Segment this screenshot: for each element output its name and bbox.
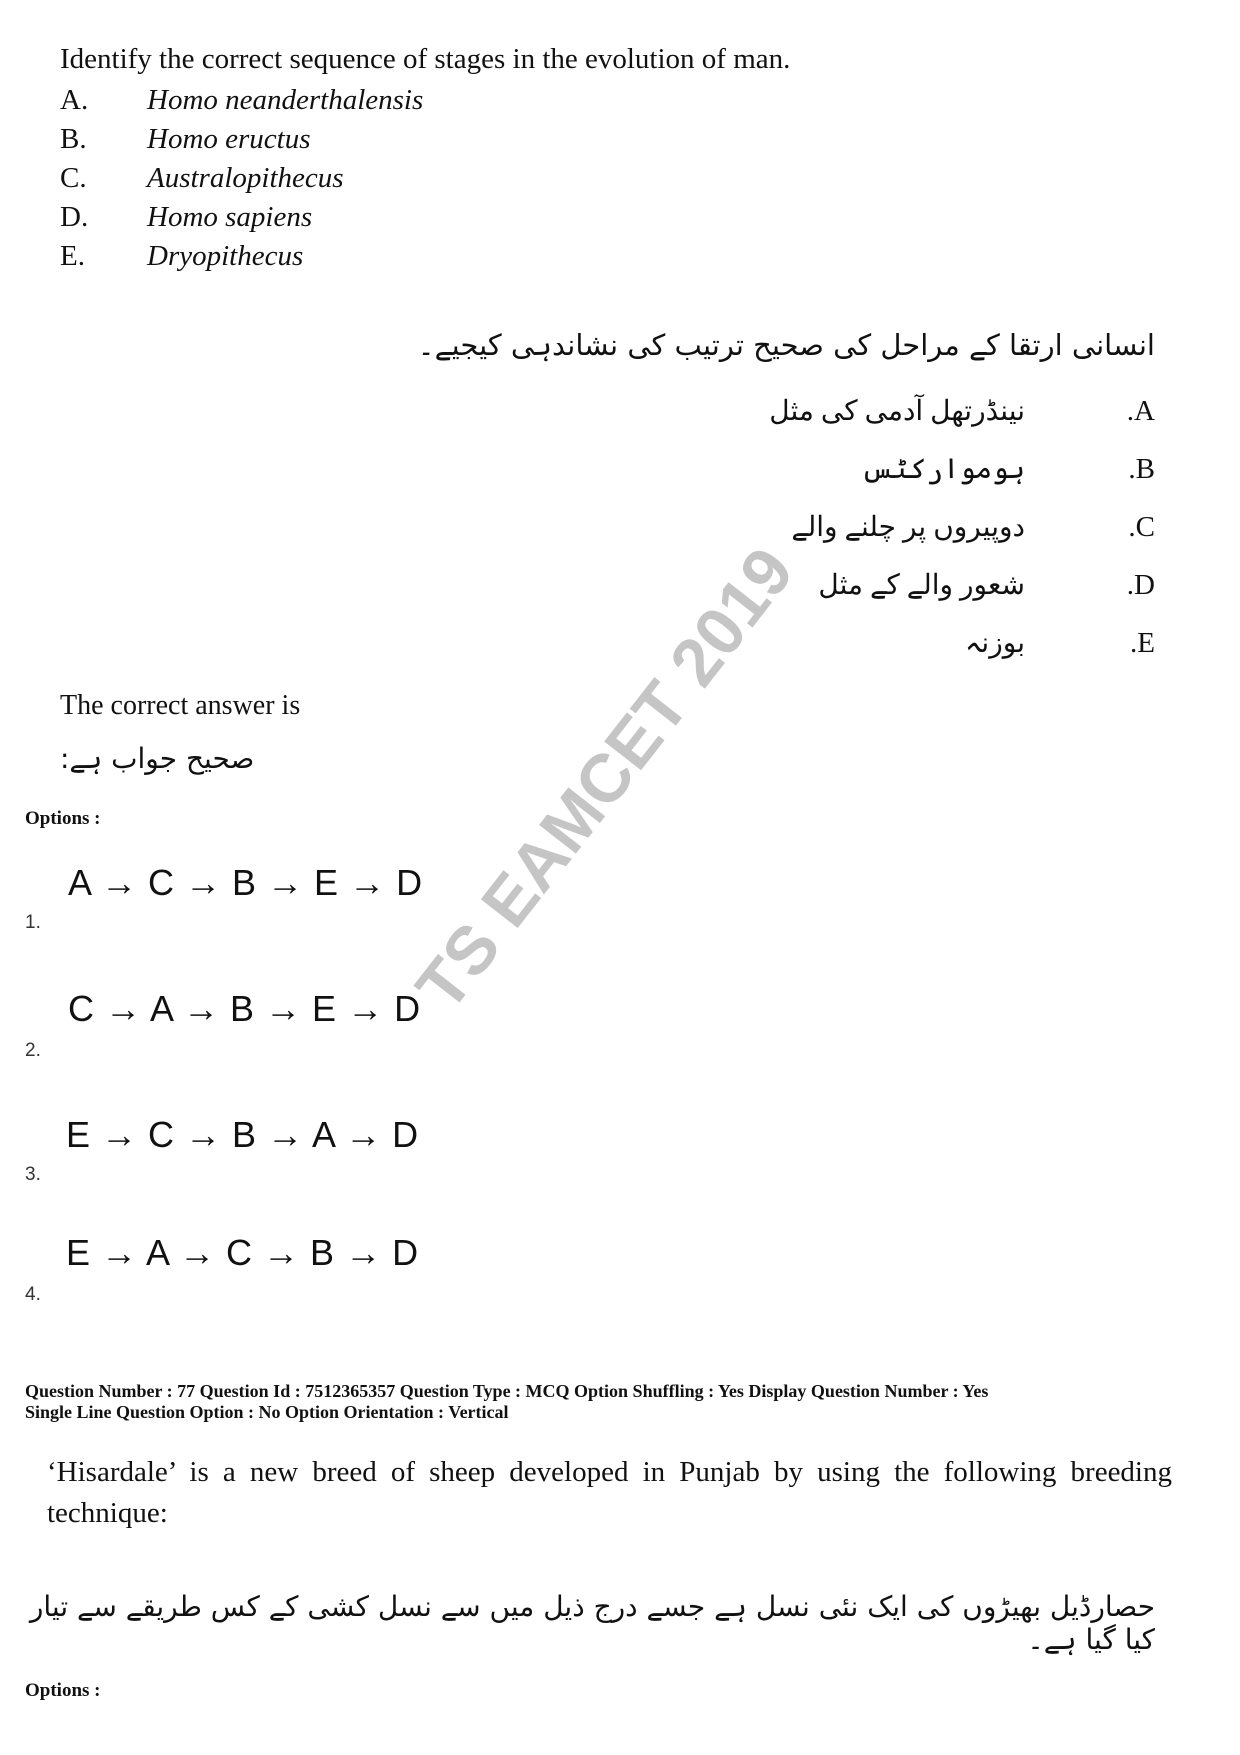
urdu-item-a: .A نینڈرتھل آدمی کی مثل <box>769 394 1155 427</box>
options-label-2: Options : <box>25 1680 101 1701</box>
watermark: TS EAMCET 2019 <box>401 533 809 1025</box>
metadata-line-1: Question Number : 77 Question Id : 7512365357 Question Type : MCQ Option Shuffling : Yes Display Question Number : Yes <box>25 1381 989 1401</box>
metadata-line-2: Single Line Question Option : No Option Orientation : Vertical <box>25 1402 509 1422</box>
item-c: C. Australopithecus <box>60 162 344 194</box>
question-2-urdu-text: حصارڈیل بھیڑوں کی ایک نئی نسل ہے جسے درج ذیل میں سے نسل کشی کے کس طریقے سے تیار کیا گیا ہے۔ <box>29 1590 1155 1656</box>
urdu-item-b: .B ہوموارکٹس <box>860 452 1155 485</box>
item-e: E. Dryopithecus <box>60 240 304 272</box>
urdu-item-c: .C دوپیروں پر چلنے والے <box>791 510 1155 543</box>
urdu-item-e: .E بوزنہ <box>965 626 1155 659</box>
question-1-items <box>60 84 423 279</box>
item-a: A. Homo neanderthalensis <box>60 84 424 116</box>
item-d: D. Homo sapiens <box>60 201 313 233</box>
question-1-urdu-text: انسانی ارتقا کے مراحل کی صحیح ترتیب کی نشاندہی کیجیے۔ <box>417 328 1155 362</box>
option-2-sequence[interactable]: C → A → B → E → D <box>68 988 421 1029</box>
urdu-item-d: .D شعور والے کے مثل <box>818 568 1155 601</box>
answer-label: The correct answer is <box>60 690 301 721</box>
option-2-number[interactable]: 2. <box>25 1040 41 1061</box>
answer-label-urdu: صحیح جواب ہے: <box>60 742 255 775</box>
option-1-number[interactable]: 1. <box>25 912 41 933</box>
option-3-sequence[interactable]: E → C → B → A → D <box>66 1114 419 1155</box>
option-3-number[interactable]: 3. <box>25 1164 41 1185</box>
item-b: B. Homo eructus <box>60 123 311 155</box>
options-label: Options : <box>25 808 101 829</box>
question-metadata <box>25 1381 1225 1423</box>
question-1-text: Identify the correct sequence of stages in the evolution of man. <box>60 43 791 75</box>
option-4-number[interactable]: 4. <box>25 1284 41 1305</box>
option-4-sequence[interactable]: E → A → C → B → D <box>66 1232 419 1273</box>
question-2-text: ‘Hisardale’ is a new breed of sheep developed in Punjab by using the following breeding technique: <box>47 1456 1172 1529</box>
option-1-sequence[interactable]: A → C → B → E → D <box>68 862 423 903</box>
